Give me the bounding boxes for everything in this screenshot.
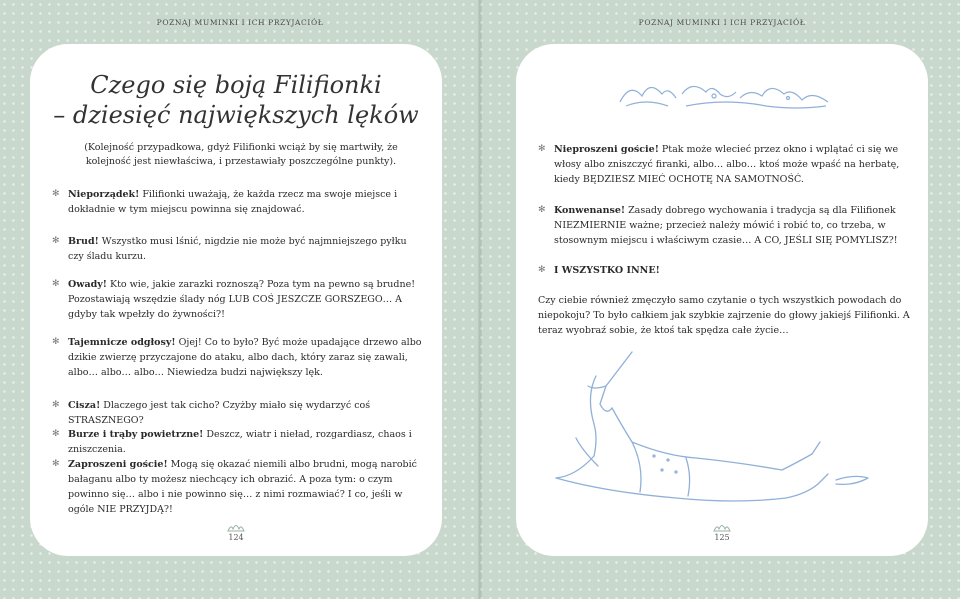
asterisk-icon: ✻ bbox=[52, 337, 60, 347]
item-text: Filifionki uważają, że każda rzecz ma swoje miejsce i dokładnie w tym miejscu powinna się znajdować. bbox=[68, 189, 398, 215]
list-item bbox=[52, 398, 424, 428]
asterisk-icon: ✻ bbox=[538, 265, 546, 275]
item-text: Deszcz, wiatr i nieład, rozgardiasz, chaos i zniszczenia. bbox=[68, 429, 412, 455]
item-head: Nieporządek! bbox=[68, 189, 140, 200]
item-head: Zaproszeni goście! bbox=[68, 459, 168, 470]
spread-gutter bbox=[478, 0, 482, 599]
list-item bbox=[52, 427, 424, 457]
page-number-label: 124 bbox=[228, 533, 244, 542]
item-text: Zasady dobrego wychowania i tradycja są dla Filifionek NIEZMIERNIE ważne; przecież należy mówić i robić to, co trzeba, w stosownym miejscu i właściwym czasie… A CO, JEŚLI SIĘ POMYLISZ?! bbox=[554, 205, 898, 246]
page-number bbox=[692, 522, 752, 542]
item-text: Mogą się okazać niemili albo brudni, mogą narobić bałaganu albo ty możesz niechcący ich obrazić. A poza tym: o czym powinno się… albo i nie powinno się… z nimi rozmawiać? I co, jeśli w ogóle NIE PRZYJDĄ?! bbox=[68, 459, 417, 515]
item-head: Konwenanse! bbox=[554, 205, 626, 216]
item-head: Tajemnicze odgłosy! bbox=[68, 337, 176, 348]
crown-ornament-icon bbox=[225, 522, 247, 532]
asterisk-icon: ✻ bbox=[538, 144, 546, 154]
page-number-label: 125 bbox=[714, 533, 730, 542]
running-head-left: POZNAJ MUMINKI I ICH PRZYJACIÓŁ bbox=[156, 18, 324, 27]
right-page bbox=[516, 44, 928, 556]
running-head-right: POZNAJ MUMINKI I ICH PRZYJACIÓŁ bbox=[638, 18, 806, 27]
asterisk-icon: ✻ bbox=[52, 279, 60, 289]
list-item bbox=[52, 335, 424, 380]
item-text: Wszystko musi lśnić, nigdzie nie może być najmniejszego pyłku czy śladu kurzu. bbox=[68, 236, 407, 262]
item-head: Owady! bbox=[68, 279, 107, 290]
list-item bbox=[52, 187, 424, 217]
asterisk-icon: ✻ bbox=[52, 459, 60, 469]
list-item bbox=[538, 263, 910, 278]
item-head: Cisza! bbox=[68, 400, 101, 411]
list-item bbox=[52, 234, 424, 264]
intro-note: (Kolejność przypadkowa, gdyż Filifionki wciąż by się martwiły, że kolejność jest niewłaściwa, i przestawiały poszczególne punkty). bbox=[84, 142, 398, 167]
left-page bbox=[30, 44, 442, 556]
asterisk-icon: ✻ bbox=[538, 205, 546, 215]
item-text: Ojej! Co to było? Być może upadające drzewo albo dzikie zwierzę przyczajone do ataku, albo dach, który zaraz się zawali, albo… albo… albo… Niewiedza budzi największy lęk. bbox=[68, 337, 422, 378]
page-number bbox=[206, 522, 266, 542]
item-text: Dlaczego jest tak cicho? Czyżby miało się wydarzyć coś STRASZNEGO? bbox=[68, 400, 371, 426]
crown-ornament-icon bbox=[711, 522, 733, 532]
page-title bbox=[30, 70, 442, 130]
closing-paragraph: Czy ciebie również zmęczyło samo czytanie o tych wszystkich powodach do niepokoju? To było całkiem jak szybkie zajrzenie do głowy jakiejś Filifionki. A teraz wyobraź sobie, że ktoś tak spędza całe życie… bbox=[538, 295, 910, 336]
asterisk-icon: ✻ bbox=[52, 236, 60, 246]
item-head: Brud! bbox=[68, 236, 99, 247]
asterisk-icon: ✻ bbox=[52, 400, 60, 410]
title-line-1: Czego się boją Filifionki bbox=[90, 71, 382, 99]
list-item bbox=[52, 457, 424, 517]
filifjonk-illustration bbox=[536, 346, 876, 516]
asterisk-icon: ✻ bbox=[52, 429, 60, 439]
item-head: Nieproszeni goście! bbox=[554, 144, 659, 155]
list-item bbox=[538, 203, 910, 248]
item-head: Burze i trąby powietrzne! bbox=[68, 429, 204, 440]
item-head: I WSZYSTKO INNE! bbox=[554, 265, 660, 276]
item-text: Ptak może wlecieć przez okno i wplątać ci się we włosy albo zniszczyć firanki, albo… albo… ktoś może wpaść na herbatę, kiedy BĘDZIESZ MIEĆ OCHOTĘ NA SAMOTNOŚĆ. bbox=[554, 144, 900, 185]
list-item bbox=[52, 277, 424, 322]
waves-ornament-icon bbox=[616, 72, 836, 116]
asterisk-icon: ✻ bbox=[52, 189, 60, 199]
list-item bbox=[538, 142, 910, 187]
item-text: Kto wie, jakie zarazki roznoszą? Poza tym na pewno są brudne! Pozostawiają wszędzie ślady nóg LUB COŚ JESZCZE GORSZEGO… A gdyby tak wpełzły do żywności?! bbox=[68, 279, 416, 320]
title-line-2: – dziesięć największych lęków bbox=[53, 101, 419, 129]
